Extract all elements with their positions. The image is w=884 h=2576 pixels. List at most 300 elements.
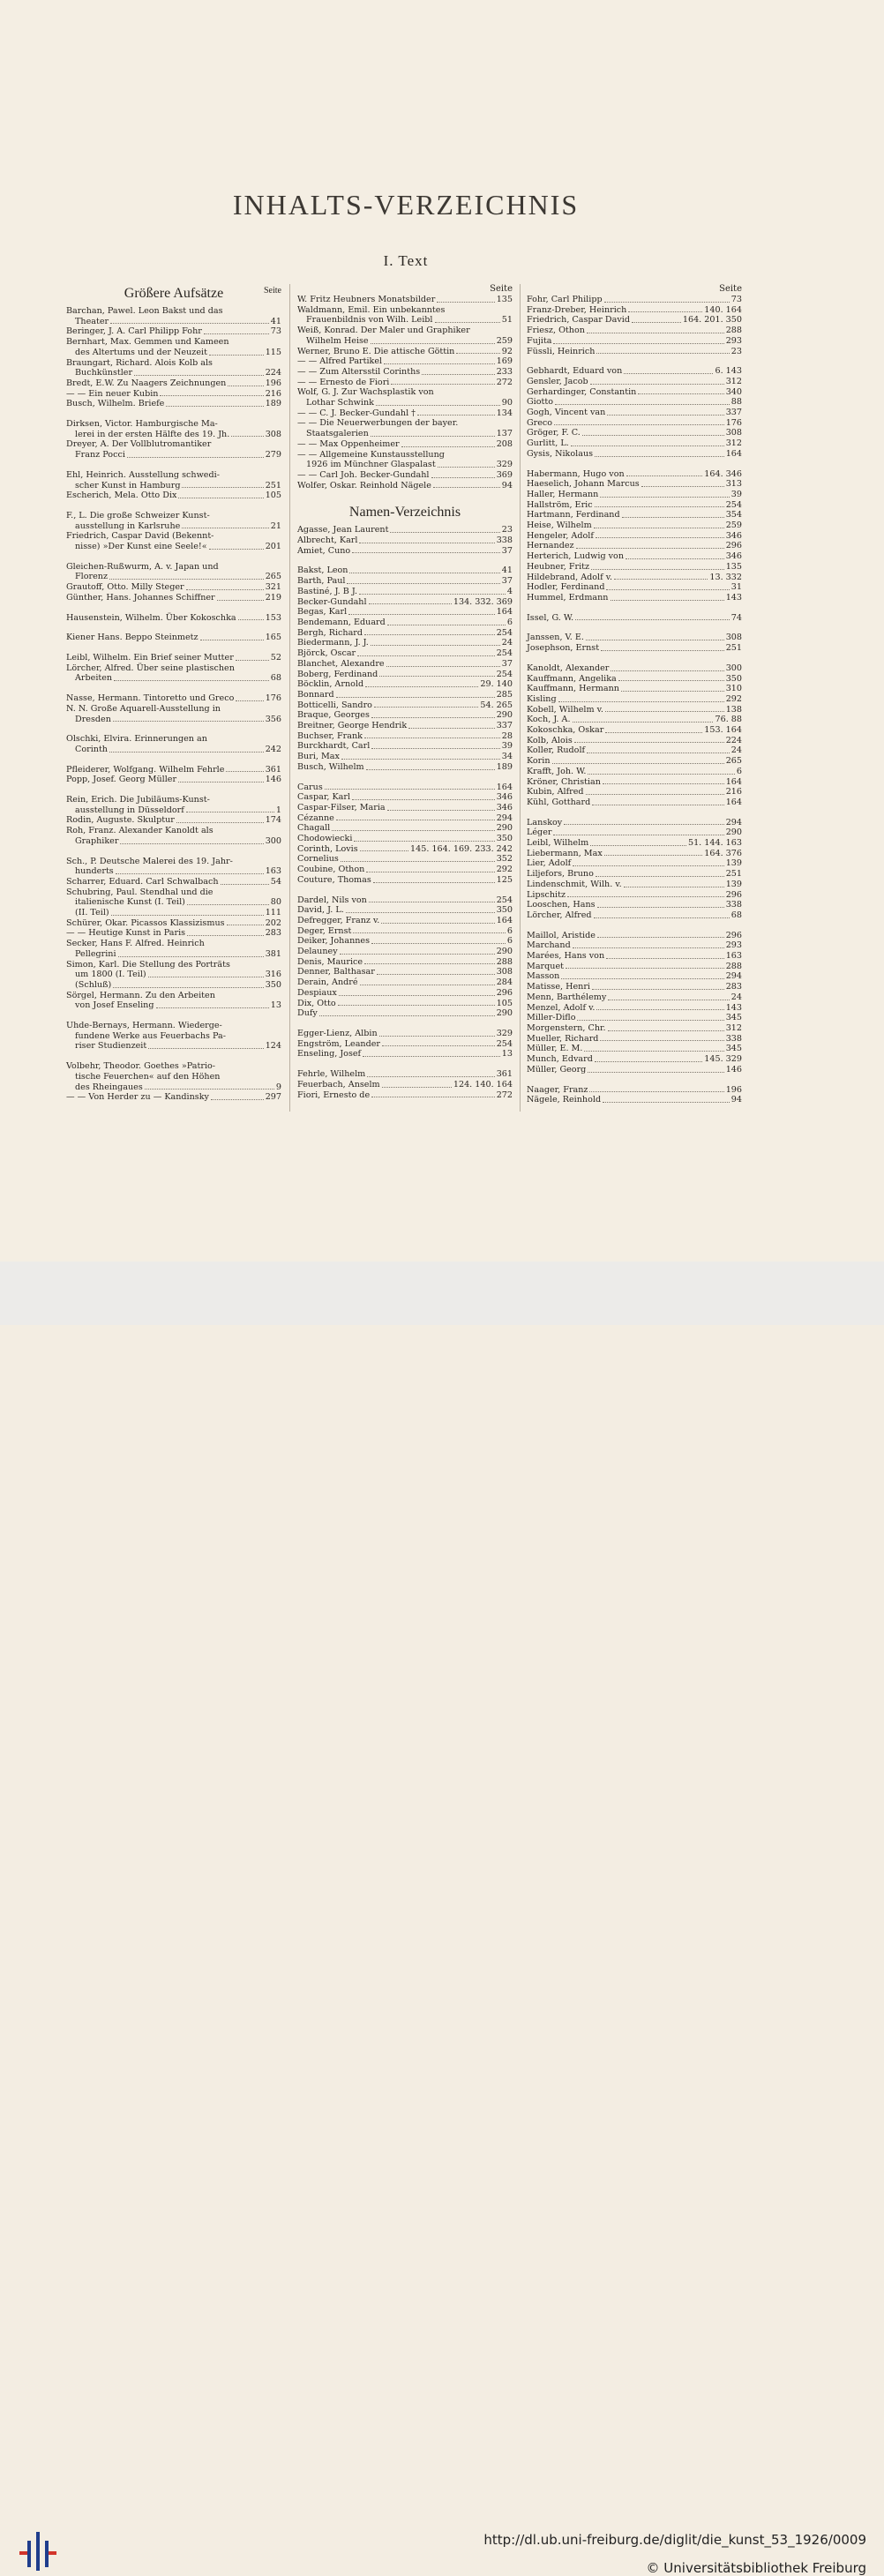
index-entry [527, 931, 742, 941]
index-entry [527, 479, 742, 490]
index-entry [66, 521, 281, 532]
page-number: 94 [730, 1095, 742, 1105]
leader-dots [376, 405, 500, 406]
index-entry [66, 866, 281, 877]
essays-heading: Größere Aufsätze Seite [124, 286, 281, 301]
page-number: 310 [725, 684, 742, 694]
entry-text: Cézanne [297, 812, 334, 823]
page-number: 350 [725, 673, 742, 684]
entry-text: Miller-Diflo [527, 1013, 576, 1023]
leader-dots [641, 486, 724, 487]
page-number: 321 [265, 582, 281, 593]
index-entry [66, 572, 281, 582]
entry-text: Fujita [527, 335, 552, 346]
index-entry [297, 460, 513, 470]
page-number: 254 [496, 669, 513, 679]
index-entry [297, 295, 513, 305]
leader-dots [596, 537, 724, 538]
page-number: 196 [265, 378, 281, 388]
index-entry [297, 670, 513, 680]
leader-dots [437, 302, 494, 303]
entry-text: Josephson, Ernst [527, 643, 600, 654]
page-number: 290 [496, 823, 513, 834]
index-entry [66, 970, 281, 980]
page-number: 300 [265, 835, 281, 846]
page-title: INHALTS-VERZEICHNIS [232, 189, 580, 221]
leader-dots [573, 947, 724, 948]
page-number: 283 [265, 928, 281, 939]
leader-dots [586, 794, 724, 795]
index-entry [66, 1092, 281, 1103]
leader-dots [363, 1056, 500, 1057]
page-number: 254 [496, 1038, 513, 1049]
page-number: 13 [270, 1000, 281, 1011]
entry-text: Dresden [75, 714, 111, 724]
entry-text: Kokoschka, Oskar [527, 725, 604, 736]
entry-text: Matisse, Henri [527, 982, 590, 992]
entry-text: Agasse, Jean Laurent [297, 525, 389, 535]
page-number: 176 [265, 693, 281, 704]
index-entry [527, 573, 742, 583]
entry-text: Giotto [527, 397, 553, 408]
leader-dots [367, 1076, 494, 1077]
page-number: 290 [496, 710, 513, 721]
page-number: 153. 164 [704, 725, 742, 736]
leader-dots [592, 989, 724, 990]
page-number: 288 [496, 956, 513, 967]
entry-text: Liljefors, Bruno [527, 869, 594, 880]
entry-text: Friedrich, Caspar David (Bekennt- [66, 531, 214, 542]
page-number: 361 [496, 1069, 513, 1080]
leader-dots [325, 789, 495, 790]
page-number: 174 [265, 815, 281, 826]
entry-text: Bonnard [297, 689, 334, 700]
index-entry [66, 693, 281, 704]
index-entry [66, 918, 281, 929]
entry-text: Liebermann, Max [527, 848, 603, 858]
page-number: 296 [725, 541, 742, 551]
entry-text: Pellegrini [75, 948, 116, 959]
page-number: 216 [725, 787, 742, 798]
index-entry [66, 582, 281, 593]
page-number: 73 [270, 326, 281, 337]
entry-text: Lier, Adolf [527, 858, 572, 869]
page-number: 51 [501, 315, 513, 326]
leader-dots [156, 1007, 269, 1008]
page-number: 356 [265, 714, 281, 724]
entry-text: von Josef Enseling [75, 1000, 154, 1011]
leader-dots [319, 1015, 495, 1016]
index-entry [297, 1008, 513, 1019]
entry-text: Bakst, Leon [297, 565, 348, 576]
entry-text: Franz-Dreber, Heinrich [527, 304, 627, 315]
page-number: 293 [725, 335, 742, 346]
entry-text: Sch., P. Deutsche Malerei des 19. Jahr- [66, 856, 233, 866]
leader-dots [553, 343, 723, 344]
leader-dots [113, 987, 263, 988]
page-number: 296 [496, 987, 513, 998]
index-entry [527, 562, 742, 573]
entry-text: Barchan, Pawel. Leon Bakst und das [66, 306, 223, 316]
entry-text: Botticelli, Sandro [297, 700, 372, 710]
leader-dots [605, 711, 724, 712]
page-number: 164 [496, 915, 513, 925]
index-entry [297, 865, 513, 875]
index-entry [527, 962, 742, 972]
page-number: 111 [265, 908, 281, 918]
index-entry [527, 449, 742, 460]
index-entry [297, 470, 513, 481]
page-number: 251 [725, 869, 742, 880]
leader-dots [360, 850, 408, 851]
entry-text: F., L. Die große Schweizer Kunst- [66, 510, 210, 520]
entry-text: Füssli, Heinrich [527, 346, 596, 356]
index-entry [297, 844, 513, 855]
index-entry [527, 725, 742, 736]
index-entry [66, 368, 281, 378]
page-number: 105 [496, 998, 513, 1008]
entry-text: — — C. J. Becker-Gundahl † [297, 408, 416, 418]
index-entry [66, 663, 281, 674]
index-entry [297, 792, 513, 803]
entry-text: Björck, Oscar [297, 648, 356, 659]
entry-text: Lörcher, Alfred [527, 910, 592, 920]
page-number: 369 [496, 469, 513, 480]
page-number: 308 [725, 428, 742, 438]
entry-text: Pfleiderer, Wolfgang. Wilhelm Fehrle [66, 764, 225, 775]
page-number: 28 [501, 730, 513, 741]
page-number: 352 [496, 854, 513, 865]
page-number: 224 [265, 368, 281, 378]
entry-text: Sörgel, Hermann. Zu den Arbeiten [66, 990, 215, 1000]
leader-dots [145, 1089, 274, 1090]
leader-dots [607, 415, 723, 416]
entry-text: Feuerbach, Anselm [297, 1079, 380, 1090]
page-number: 31 [730, 582, 742, 593]
page-number: 24 [730, 745, 742, 756]
page-number: 265 [265, 572, 281, 582]
index-entry [297, 741, 513, 752]
page-number: 23 [730, 346, 742, 356]
index-entry [297, 408, 513, 419]
index-entry [297, 659, 513, 670]
page-number: 92 [501, 346, 513, 356]
index-entry [297, 834, 513, 844]
index-entry [297, 905, 513, 916]
leader-dots [638, 393, 723, 394]
entry-text: Chodowiecki [297, 834, 353, 844]
index-entry [66, 419, 281, 430]
leader-dots [566, 968, 724, 969]
page-number: 9 [275, 1082, 281, 1092]
page-number: 6 [506, 936, 513, 947]
entry-text: Gensler, Jacob [527, 376, 588, 386]
index-entry [297, 398, 513, 408]
leader-dots [204, 333, 269, 334]
index-entry [527, 1065, 742, 1075]
index-entry [66, 389, 281, 400]
index-entry [297, 926, 513, 937]
source-url-link[interactable]: http://dl.ub.uni-freiburg.de/diglit/die_kunst_53_1926/0009 [483, 2532, 866, 2548]
index-entry [527, 593, 742, 603]
page-number: 308 [265, 429, 281, 439]
page-number: 338 [725, 1033, 742, 1044]
entry-text: (Schluß) [75, 979, 112, 990]
index-entry [527, 366, 742, 377]
index-entry [527, 305, 742, 316]
leader-dots [582, 435, 724, 436]
entry-text: Naager, Franz [527, 1084, 588, 1095]
page-number: 196 [725, 1084, 742, 1095]
index-entry [527, 827, 742, 838]
entry-text: Leibl, Wilhelm [527, 838, 589, 849]
entry-text: Busch, Wilhelm. Briefe [66, 399, 165, 409]
index-entry [66, 908, 281, 918]
page-number: 219 [265, 592, 281, 603]
leader-dots [371, 717, 495, 718]
index-entry [297, 356, 513, 367]
entry-text: Lindenschmit, Wilh. v. [527, 879, 622, 889]
leader-dots [390, 532, 499, 533]
page-number: 265 [725, 756, 742, 767]
index-entry [66, 450, 281, 461]
index-entry [527, 849, 742, 859]
entry-text: Kröner, Christian [527, 776, 601, 787]
leader-dots [401, 446, 495, 447]
entry-text: — — Ein neuer Kubin [66, 388, 159, 399]
index-entry [297, 721, 513, 731]
index-entry [297, 679, 513, 690]
entry-text: Waldmann, Emil. Ein unbekanntes [297, 304, 446, 315]
entry-text: Hummel, Erdmann [527, 592, 609, 603]
page-number: 283 [725, 982, 742, 992]
page-number: 13 [501, 1049, 513, 1060]
page-number: 6 [506, 617, 513, 627]
index-entry [66, 481, 281, 491]
page-number: 308 [496, 967, 513, 977]
entry-text: des Rheingaues [75, 1082, 143, 1092]
page-number: 284 [496, 977, 513, 988]
page-number: 254 [496, 648, 513, 659]
page-number: 224 [725, 735, 742, 745]
entry-text: Corinth, Lovis [297, 843, 358, 854]
index-entry [297, 823, 513, 834]
entry-text: 1926 im Münchner Glaspalast [306, 460, 436, 470]
entry-text: Kobell, Wilhelm v. [527, 704, 603, 715]
index-entry [297, 731, 513, 742]
entry-text: Denner, Balthasar [297, 967, 375, 977]
index-entry [527, 858, 742, 869]
leader-dots [178, 782, 264, 783]
entry-text: Enseling, Josef [297, 1049, 362, 1060]
index-entry [527, 315, 742, 326]
entry-text: Bergh, Richard [297, 627, 363, 638]
entry-text: Buri, Max [297, 752, 340, 762]
entry-text: Habermann, Hugo von [527, 468, 625, 479]
index-entry [66, 358, 281, 369]
index-entry [527, 674, 742, 685]
leader-dots [603, 1102, 730, 1103]
entry-text: Koller, Rudolf [527, 745, 586, 756]
page-number: 164. 201. 350 [682, 315, 742, 326]
index-entry [527, 1003, 742, 1014]
index-entry [527, 469, 742, 480]
column-divider [520, 284, 521, 1112]
entry-text: Despiaux [297, 987, 337, 998]
leader-dots [605, 732, 702, 733]
entry-text: Wilhelm Heise [306, 335, 369, 346]
entry-text: Munch, Edvard [527, 1054, 593, 1065]
footer-bar [0, 1262, 884, 2576]
index-entry [297, 315, 513, 326]
entry-text: Couture, Thomas [297, 874, 371, 885]
entry-text: Günther, Hans. Johannes Schiffner [66, 592, 215, 603]
index-entry [527, 551, 742, 562]
entry-text: Rein, Erich. Die Jubiläums-Kunst- [66, 795, 210, 805]
leader-dots [338, 1005, 495, 1006]
index-entry [297, 576, 513, 587]
index-entry [527, 777, 742, 788]
entry-text: Marquet [527, 961, 564, 971]
leader-dots [603, 783, 724, 784]
copyright-text: © Universitätsbibliothek Freiburg [646, 2560, 866, 2576]
index-entry [527, 490, 742, 500]
index-entry [66, 562, 281, 573]
index-entry [297, 988, 513, 999]
index-entry [66, 775, 281, 785]
page-number: 90 [501, 398, 513, 408]
leader-dots [382, 1087, 452, 1088]
page-number: 37 [501, 576, 513, 587]
page-number: 202 [265, 917, 281, 928]
index-entry [66, 928, 281, 939]
page-number: 350 [496, 834, 513, 844]
leader-dots [561, 978, 723, 979]
page-number: 138 [725, 704, 742, 715]
entry-text: Ehl, Heinrich. Ausstellung schwedi- [66, 469, 220, 480]
page-number: 153 [265, 612, 281, 623]
entry-text: Chagall [297, 823, 331, 834]
page-number: 23 [501, 525, 513, 535]
page-number: 254 [725, 499, 742, 510]
index-entry [527, 787, 742, 798]
index-entry [297, 387, 513, 398]
entry-text: Grautoff, Otto. Milly Steger [66, 582, 184, 593]
entry-text: Carus [297, 782, 323, 792]
index-entry [297, 481, 513, 491]
leader-dots [594, 917, 730, 918]
entry-text: Kisling [527, 693, 557, 704]
index-entry [297, 752, 513, 762]
page-number: 39 [501, 741, 513, 752]
index-entry [297, 1039, 513, 1050]
page-number: 201 [265, 542, 281, 552]
page-number: 124 [265, 1041, 281, 1052]
leader-dots [176, 822, 264, 823]
leader-dots [369, 603, 452, 604]
entry-text: — — Carl Joh. Becker-Gundahl [297, 469, 430, 480]
entry-text: Müller, E. M. [527, 1044, 583, 1054]
leader-dots [341, 759, 500, 760]
leader-dots [371, 943, 506, 944]
index-entry [527, 1044, 742, 1054]
page-number: 6 [506, 925, 513, 936]
page-number: 242 [265, 744, 281, 754]
leader-dots [114, 680, 269, 681]
entry-text: — — Zum Altersstil Corinths [297, 366, 421, 377]
leader-dots [371, 436, 495, 437]
page-number: 312 [725, 1023, 742, 1033]
leader-dots [236, 660, 269, 661]
page-number: 54. 265 [480, 700, 513, 710]
index-entry [527, 715, 742, 725]
seite-label: Seite [264, 286, 281, 296]
leader-dots [431, 477, 495, 478]
leader-dots [353, 932, 506, 933]
leader-dots [574, 742, 724, 743]
index-entry [527, 798, 742, 808]
leader-dots [359, 594, 506, 595]
entry-text: Staatsgalerien [306, 429, 369, 439]
page-number: 337 [496, 721, 513, 731]
entry-text: Braungart, Richard. Alois Kolb als [66, 357, 213, 368]
entry-text: Nägele, Reinhold [527, 1095, 602, 1105]
index-entry [297, 690, 513, 700]
leader-dots [209, 355, 264, 356]
index-entry [66, 1041, 281, 1052]
leader-dots [595, 506, 724, 507]
entry-text: Simon, Karl. Die Stellung des Porträts [66, 959, 230, 970]
page-number: 300 [725, 663, 742, 673]
leader-dots [573, 865, 723, 866]
entry-text: Werner, Bruno E. Die attische Göttin [297, 346, 455, 356]
index-entry [527, 347, 742, 357]
page-number: 137 [496, 429, 513, 439]
leader-dots [584, 1051, 723, 1052]
entry-text: Kanoldt, Alexander [527, 663, 610, 673]
leader-dots [166, 406, 263, 407]
entry-text: Braque, Georges [297, 710, 370, 721]
entry-text: Kiener Hans. Beppo Steinmetz [66, 633, 199, 643]
leader-dots [596, 876, 724, 877]
leader-dots [339, 995, 495, 996]
index-entry [297, 607, 513, 618]
leader-dots [352, 799, 495, 800]
index-entry [297, 450, 513, 461]
index-entry [527, 582, 742, 593]
page-number: 345 [725, 1044, 742, 1054]
index-entry [66, 531, 281, 542]
index-entry [297, 587, 513, 597]
page-number: 254 [496, 895, 513, 905]
leader-dots [391, 384, 494, 385]
entry-text: Secker, Hans F. Alfred. Heinrich [66, 939, 205, 949]
index-entry [66, 378, 281, 389]
leader-dots [606, 958, 724, 959]
entry-text: Bastiné, J. B J. [297, 586, 358, 596]
entry-text: Wolf, G. J. Zur Wachsplastik von [297, 387, 434, 398]
leader-dots [597, 937, 724, 938]
entry-text: Egger-Lienz, Albin [297, 1029, 378, 1038]
index-entry [527, 613, 742, 624]
leader-dots [384, 363, 495, 364]
page-number: 337 [725, 408, 742, 418]
entry-text: um 1800 (I. Teil) [75, 970, 146, 980]
entry-text: Fehrle, Wilhelm [297, 1069, 366, 1080]
page-number: 163 [725, 951, 742, 962]
page-number: 41 [270, 316, 281, 326]
entry-text: — — Ernesto de Fiori [297, 377, 390, 387]
